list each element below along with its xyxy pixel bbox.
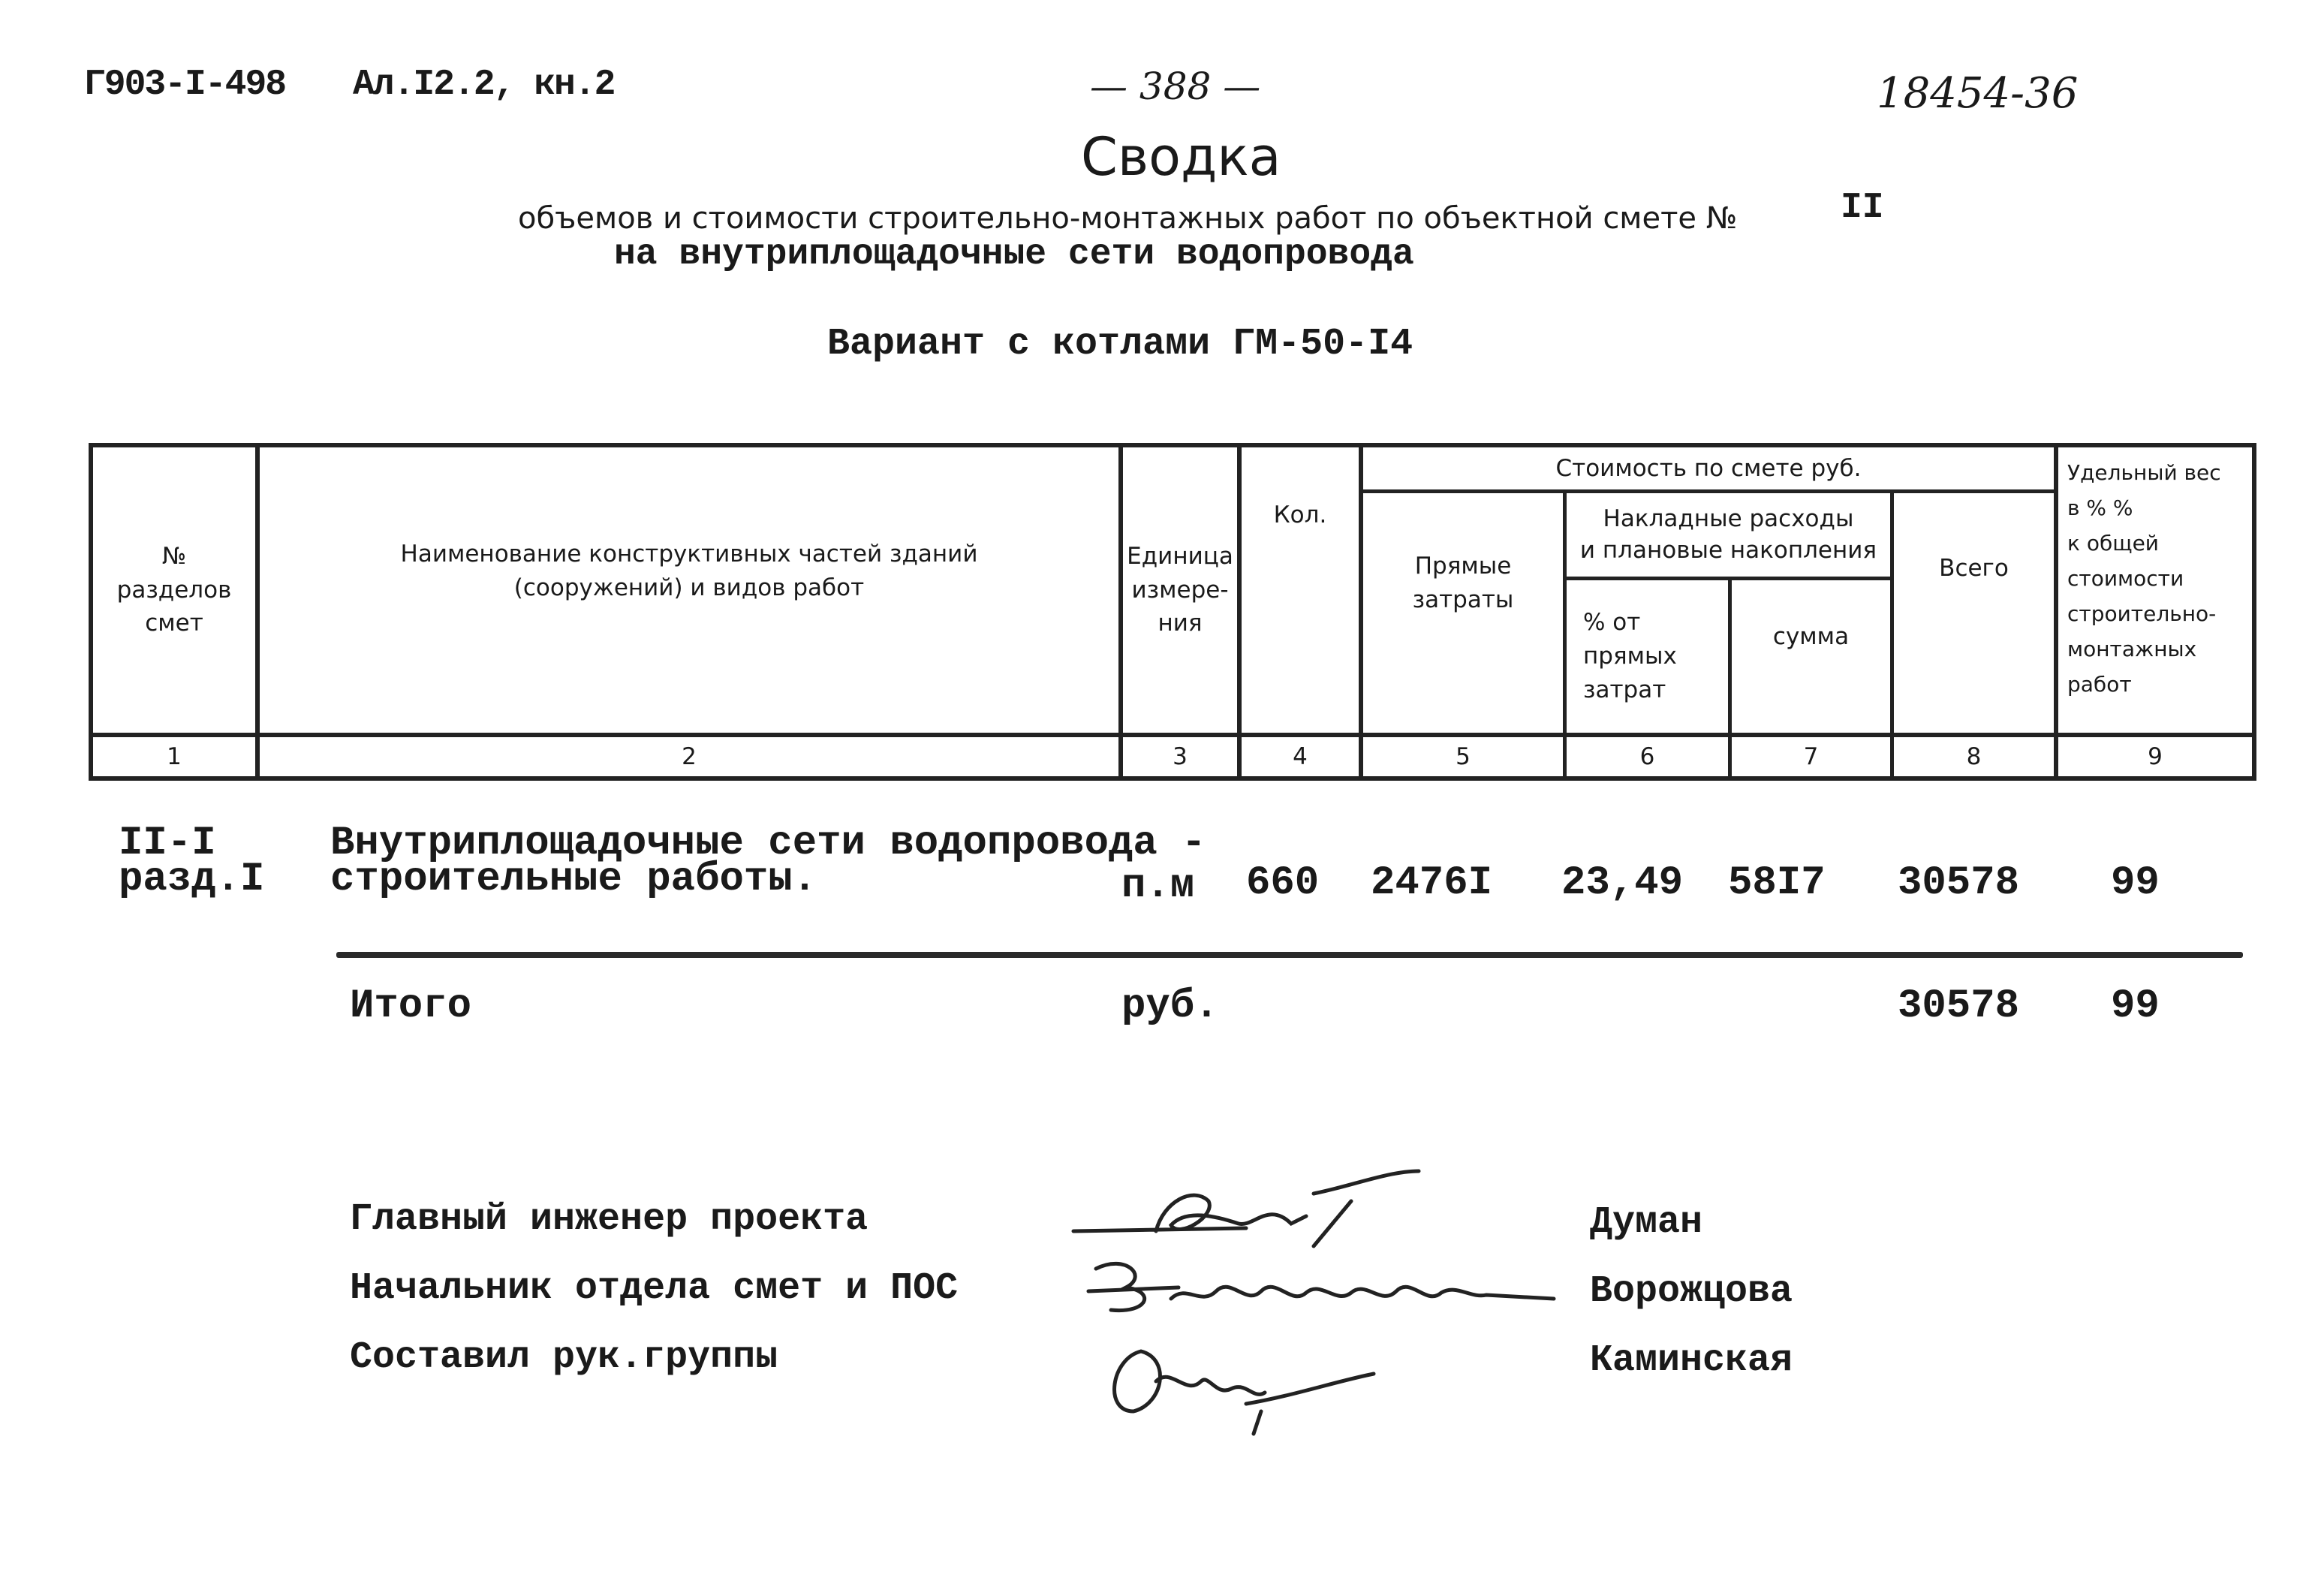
page-number: — 388 —	[1090, 65, 1261, 108]
column-number: 9	[2148, 742, 2163, 770]
row-total: 30578	[1898, 860, 2020, 906]
row-percent: 23,49	[1561, 860, 1684, 906]
document-number: 18454-36	[1877, 69, 2079, 118]
row-qty: 660	[1246, 860, 1320, 906]
document-code: Г903-I-498	[84, 65, 286, 105]
signature-handwriting	[1096, 1329, 1381, 1441]
signature-role: Главный инженер проекта	[350, 1198, 869, 1241]
row-direct-cost: 2476I	[1371, 860, 1493, 906]
signature-handwriting	[1066, 1156, 1471, 1261]
cost-group-header: Стоимость по смете руб.	[1555, 454, 1862, 482]
estimate-number: II	[1841, 188, 1884, 228]
row-share: 99	[2111, 860, 2160, 906]
row-name: Внутриплощадочные сети водопровода - строительные работы.	[330, 821, 1206, 902]
col-qty-header: Кол.	[1273, 501, 1327, 528]
col-direct-header: Прямые затраты	[1412, 553, 1514, 613]
signature-handwriting	[1081, 1246, 1561, 1329]
col-total-header: Всего	[1939, 554, 2009, 582]
column-number: 1	[167, 742, 182, 770]
signatory-name: Думан	[1590, 1201, 1703, 1244]
signature-role: Начальник отдела смет и ПОС	[350, 1267, 959, 1310]
col-sum-header: сумма	[1772, 622, 1850, 650]
total-share: 99	[2111, 983, 2160, 1029]
column-number: 5	[1456, 742, 1471, 770]
signatory-name: Ворожцова	[1590, 1270, 1793, 1313]
column-number: 2	[682, 742, 697, 770]
column-number: 4	[1293, 742, 1308, 770]
album-reference: Ал.I2.2, кн.2	[353, 65, 615, 105]
col-share-header: Удельный вес в % % к общей стоимости строительно- монтажных работ	[2067, 460, 2221, 697]
col-percent-header: % от прямых затрат	[1583, 609, 1677, 703]
variant-line: Вариант с котлами ГМ-50-I4	[827, 323, 1413, 366]
page-subtitle-object: на внутриплощадочные сети водопровода	[614, 234, 1414, 275]
col-name-header: Наименование конструктивных частей зданий (сооружений) и видов работ	[400, 541, 978, 601]
total-label: Итого	[350, 983, 472, 1029]
column-number: 3	[1173, 742, 1188, 770]
total-value: 30578	[1898, 983, 2020, 1029]
page-subtitle: объемов и стоимости строительно-монтажных работ по объектной смете №	[518, 201, 1738, 236]
row-sum: 58I7	[1728, 860, 1826, 906]
page-title: Сводка	[1081, 126, 1281, 188]
row-section: II-I разд.I	[119, 821, 265, 902]
signatory-name: Каминская	[1590, 1339, 1793, 1382]
overhead-group-header: Накладные расходы и плановые накопления	[1579, 504, 1877, 564]
col-unit-header: Единица измере- ния	[1127, 542, 1233, 637]
table-header	[89, 443, 2256, 782]
signature-role: Составил рук.группы	[350, 1336, 778, 1379]
total-divider	[336, 952, 2243, 958]
total-unit: руб.	[1121, 983, 1219, 1029]
column-number: 6	[1639, 742, 1655, 770]
column-number: 8	[1966, 742, 1982, 770]
col-section-header: № разделов смет	[116, 542, 232, 637]
column-number: 7	[1803, 742, 1819, 770]
row-unit: п.м	[1121, 863, 1195, 909]
